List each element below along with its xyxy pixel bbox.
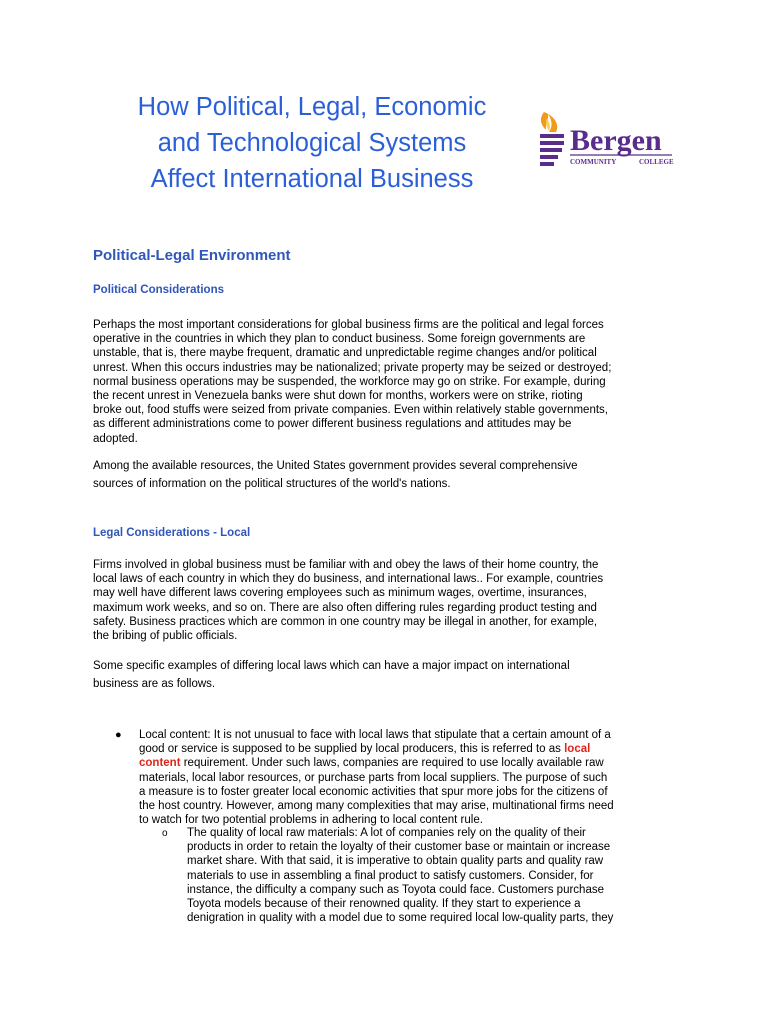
text-line: safety. Business practices which are common in one country may be illegal in another, for example,	[93, 615, 598, 628]
text-line: Perhaps the most important considerations for global business firms are the political and legal forces	[93, 319, 604, 331]
text-line: Firms involved in global business must be familiar with and obey the laws of their home country, the	[93, 559, 599, 571]
text-line: the recent unrest in Venezuela banks were shut down for months, workers were on strike, rioting	[93, 390, 583, 403]
text-line: to watch for two potential problems in adhering to local content rule.	[139, 814, 483, 827]
political-paragraph-1	[93, 318, 693, 446]
text-line: the host country. However, among many complexities that may arise, multinational firms need	[139, 800, 614, 813]
title-line-2: and Technological Systems	[157, 129, 467, 157]
text-line	[139, 742, 679, 756]
text-line: broke out, food stuffs were seized from private companies. Even within relatively stable governments,	[93, 404, 608, 417]
text-line: denigration in quality with a model due to some required local low-quality parts, they	[187, 912, 614, 925]
bergen-college-logo	[536, 108, 676, 170]
text-line: Toyota models because of their renowned quality. If they start to experience a	[187, 898, 581, 911]
text-line: may well have different laws covering employees such as minimum wages, overtime, insurances,	[93, 587, 587, 600]
text-line: sources of information on the political structures of the world's nations.	[93, 478, 451, 490]
torch-icon	[540, 112, 564, 166]
sub-bullet-raw-materials	[187, 826, 677, 925]
text-line: Some specific examples of differing local laws which can have a major impact on international	[93, 660, 570, 672]
highlight-term: content	[139, 757, 181, 770]
bullet-local-content	[139, 728, 679, 827]
text-line: instance, the difficulty a company such as Toyota could face. Customers purchase	[187, 883, 604, 896]
section-heading: Political-Legal Environment	[93, 247, 291, 264]
text-line: products in order to retain the loyalty of their customer base or maintain or increase	[187, 841, 611, 854]
political-heading: Political Considerations	[93, 284, 224, 296]
logo-sub-right: COLLEGE	[639, 158, 674, 166]
text-line: Among the available resources, the United States government provides several comprehensive	[93, 460, 578, 472]
text-line	[139, 756, 679, 770]
text-line: local laws of each country in which they do business, and international laws.. For example, countries	[93, 573, 604, 586]
text-line: the bribing of public officials.	[93, 630, 238, 643]
document-title	[92, 89, 532, 197]
text-fragment: requirement. Under such laws, companies are required to use locally available raw	[180, 757, 604, 770]
text-line: adopted.	[93, 432, 138, 445]
title-line-3: Affect International Business	[150, 165, 474, 193]
text-line: Local content: It is not unusual to face with local laws that stipulate that a certain amount of a	[139, 729, 611, 741]
text-fragment: good or service is supposed to be supplied by local producers, this is referred to as	[139, 743, 565, 756]
text-line: as different administrations come to power different business regulations and attitudes may be	[93, 418, 572, 431]
text-line: a measure is to foster greater local economic activities that spur more jobs for the citizens of	[139, 785, 608, 798]
text-line: materials, local labor resources, or purchase parts from local suppliers. The purpose of such	[139, 771, 608, 784]
text-line: unrest. When this occurs industries may be nationalized; private property may be seized or destroyed;	[93, 361, 612, 374]
text-line: operative in the countries in which they plan to conduct business. Some foreign governments are	[93, 333, 586, 346]
logo-name: Bergen	[570, 124, 662, 157]
highlight-term: local	[564, 743, 591, 756]
text-line: market share. With that said, it is imperative to obtain quality parts and quality raw	[187, 855, 604, 868]
legal-heading: Legal Considerations - Local	[93, 527, 251, 539]
bullet-marker: ●	[115, 729, 122, 741]
logo-sub-left: COMMUNITY	[570, 158, 617, 166]
text-line: materials to use in assembling a final product to satisfy customers. Consider, for	[187, 869, 594, 882]
sub-bullet-marker: o	[162, 828, 168, 839]
legal-paragraph-1	[93, 558, 693, 643]
text-line: maximum work weeks, and so on. There are also often differing rules regarding product testing and	[93, 601, 597, 614]
title-line-1: How Political, Legal, Economic	[137, 93, 487, 121]
text-line: unstable, that is, there maybe frequent, dramatic and unpredictable regime changes and/or political	[93, 347, 597, 360]
text-line: business are as follows.	[93, 678, 216, 690]
text-line: The quality of local raw materials: A lot of companies rely on the quality of their	[187, 827, 586, 839]
text-line: normal business operations may be suspended, the workforce may go on strike. For example, during	[93, 375, 606, 388]
legal-paragraph-2	[93, 657, 693, 693]
political-paragraph-2	[93, 457, 693, 493]
